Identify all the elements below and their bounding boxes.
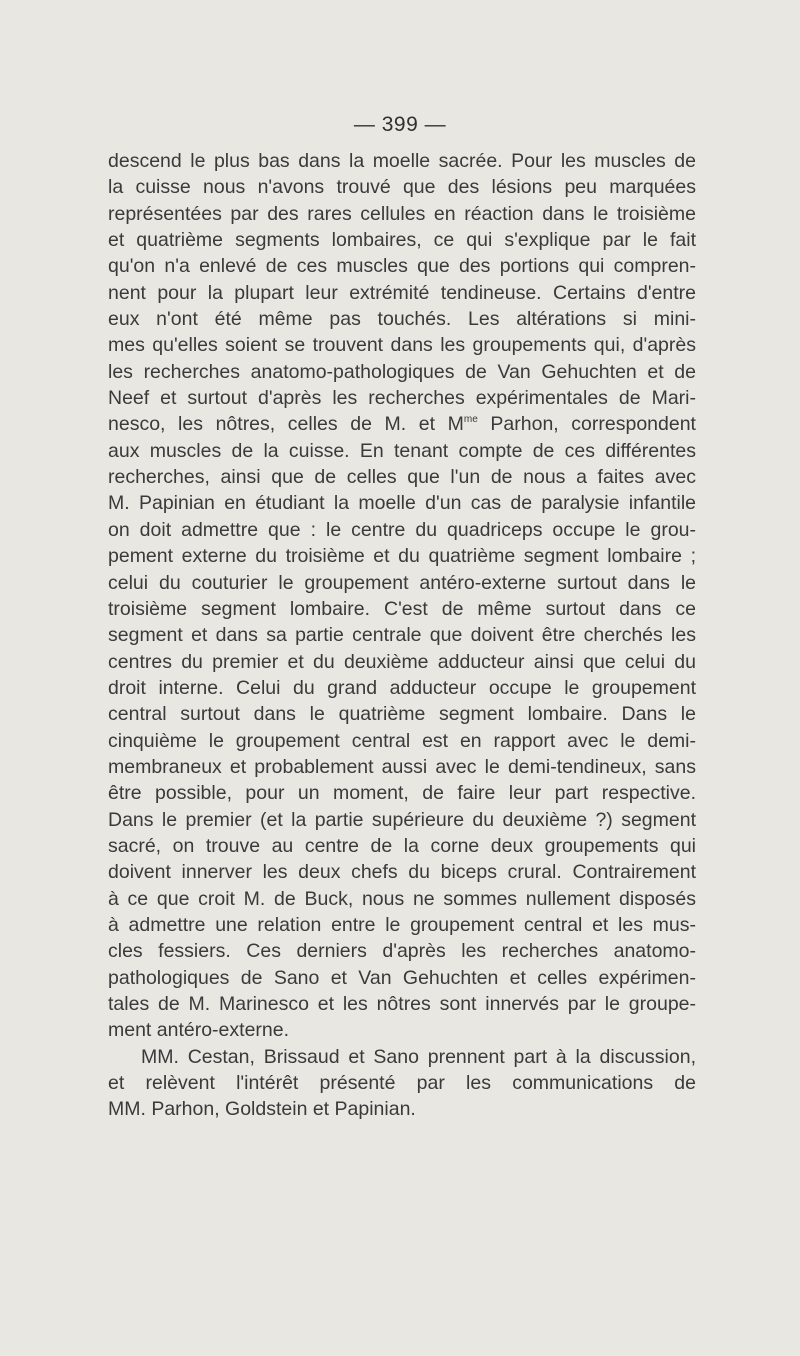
text-line: et relèvent l'intérêt présenté par les communications de (108, 1072, 696, 1095)
line-segment: Parhon, correspondent (477, 413, 696, 436)
text-line: les recherches anatomo-pathologiques de Van Gehuchten et de (108, 360, 696, 383)
text-line: eux n'ont été même pas touchés. Les altérations si mini- (108, 308, 696, 331)
text-line: doivent innerver les deux chefs du biceps crural. Contrairement (108, 861, 696, 884)
text-line: pathologiques de Sano et Van Gehuchten et celles expérimen- (108, 966, 696, 989)
page-number: — 399 — (353, 113, 447, 136)
text-line: M. Papinian en étudiant la moelle d'un cas de paralysie infantile (108, 492, 696, 515)
text-line: nent pour la plupart leur extrémité tendineuse. Certains d'entre (108, 281, 696, 304)
text-line: droit interne. Celui du grand adducteur occupe le groupement (108, 676, 696, 699)
text-line: recherches, ainsi que de celles que l'un de nous a faites avec (108, 466, 696, 489)
body-text (108, 148, 696, 1123)
text-line: on doit admettre que : le centre du quadriceps occupe le grou- (108, 518, 696, 541)
text-line: ment antéro-externe. (108, 1019, 290, 1042)
text-line: celui du couturier le groupement antéro-externe surtout dans le (108, 571, 696, 594)
line-segment: nesco, les nôtres, celles de M. et M (108, 413, 464, 436)
text-line: membraneux et probablement aussi avec le demi-tendineux, sans (108, 755, 696, 778)
text-line: pement externe du troisième et du quatrième segment lombaire ; (108, 545, 696, 568)
text-line: représentées par des rares cellules en réaction dans le troisième (108, 202, 696, 225)
text-line: Dans le premier (et la partie supérieure du deuxième ?) segment (108, 808, 696, 831)
text-line: segment et dans sa partie centrale que doivent être cherchés les (108, 624, 696, 647)
text-line: sacré, on trouve au centre de la corne deux groupements qui (108, 834, 696, 857)
text-line: MM. Cestan, Brissaud et Sano prennent part à la discussion, (141, 1045, 696, 1068)
text-line: être possible, pour un moment, de faire leur part respective. (108, 782, 696, 805)
text-line: Neef et surtout d'après les recherches expérimentales de Mari- (108, 387, 696, 410)
text-line: central surtout dans le quatrième segment lombaire. Dans le (108, 703, 696, 726)
text-line: à admettre une relation entre le groupement central et les mus- (108, 913, 696, 936)
text-line: troisième segment lombaire. C'est de même surtout dans ce (108, 597, 696, 620)
text-line: mes qu'elles soient se trouvent dans les groupements qui, d'après (108, 334, 696, 357)
superscript: me (463, 414, 478, 426)
text-line: aux muscles de la cuisse. En tenant compte de ces différentes (108, 439, 696, 462)
text-line: centres du premier et du deuxième adducteur ainsi que celui du (108, 650, 696, 673)
paragraph-2 (108, 1044, 696, 1123)
paragraph-1 (108, 148, 696, 1044)
text-line: MM. Parhon, Goldstein et Papinian. (108, 1098, 416, 1121)
text-line-with-superscript (108, 411, 696, 437)
text-line: descend le plus bas dans la moelle sacrée. Pour les muscles de (108, 150, 696, 172)
text-line: à ce que croit M. de Buck, nous ne sommes nullement disposés (108, 887, 696, 910)
text-line: la cuisse nous n'avons trouvé que des lésions peu marquées (108, 176, 696, 199)
text-line: et quatrième segments lombaires, ce qui s'explique par le fait (108, 229, 696, 252)
text-line: qu'on n'a enlevé de ces muscles que des portions qui compren- (108, 255, 696, 278)
text-line: cinquième le groupement central est en rapport avec le demi- (108, 729, 696, 752)
text-line: tales de M. Marinesco et les nôtres sont innervés par le groupe- (108, 993, 696, 1015)
text-line: cles fessiers. Ces derniers d'après les recherches anatomo- (108, 940, 696, 963)
